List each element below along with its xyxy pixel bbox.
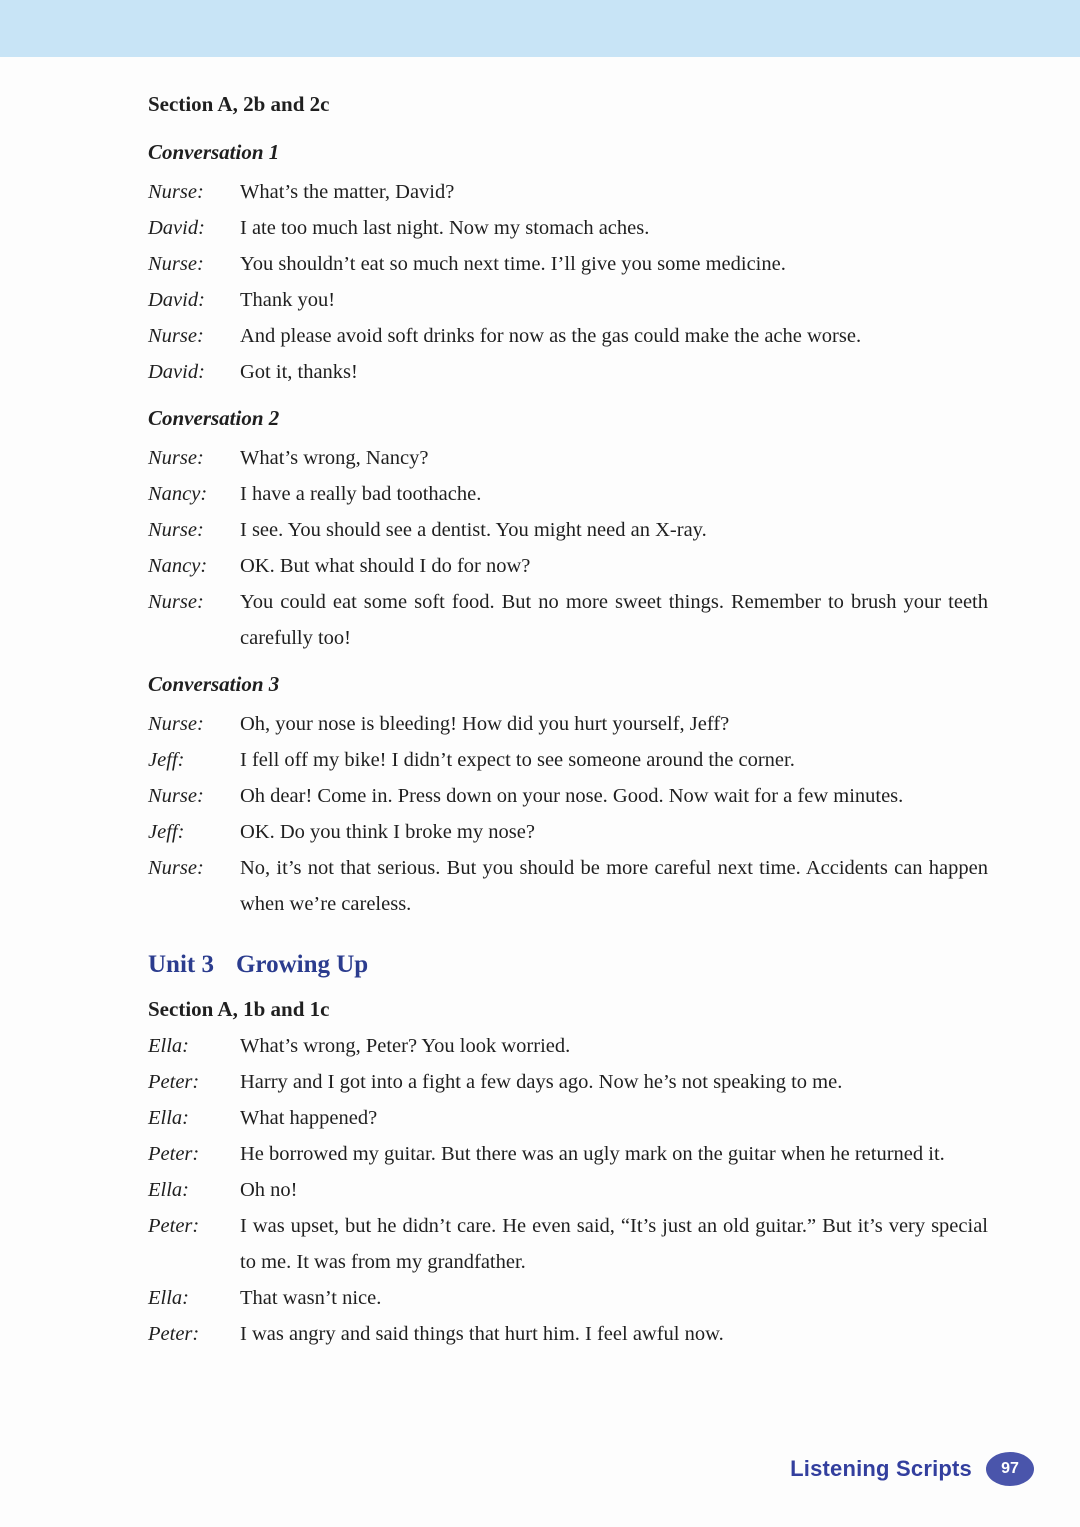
dialogue-turn — [148, 1028, 988, 1064]
dialogue-turn — [148, 778, 988, 814]
speaker-label: Nurse: — [148, 785, 204, 807]
dialogue-turn — [148, 850, 988, 922]
dialogue-turn — [148, 354, 988, 390]
section-heading-2b2c: Section A, 2b and 2c — [148, 92, 330, 116]
turn-text: No, it’s not that serious. But you should be more careful next time. Accidents can happen when we’re careless. — [240, 857, 988, 915]
conversation-1-title: Conversation 1 — [148, 140, 280, 164]
conversation-2-title: Conversation 2 — [148, 406, 280, 430]
turn-text: I ate too much last night. Now my stomach aches. — [240, 217, 650, 239]
turn-text: I have a really bad toothache. — [240, 483, 482, 505]
unit-label: Unit 3 — [148, 951, 214, 978]
dialogue-turn — [148, 246, 988, 282]
conversation-3 — [148, 670, 988, 922]
page-content — [0, 57, 1080, 1352]
dialogue-turn — [148, 548, 988, 584]
turn-text: OK. Do you think I broke my nose? — [240, 821, 535, 843]
dialogue-turn — [148, 318, 988, 354]
dialogue-turn — [148, 174, 988, 210]
unit3-dialogue — [148, 1028, 988, 1352]
speaker-label: Nurse: — [148, 325, 204, 347]
dialogue-turn — [148, 1280, 988, 1316]
speaker-label: Nurse: — [148, 519, 204, 541]
dialogue-turn — [148, 282, 988, 318]
turn-text: What’s wrong, Peter? You look worried. — [240, 1035, 571, 1057]
header-band — [0, 0, 1080, 57]
dialogue-turn — [148, 584, 988, 656]
speaker-label: Peter: — [148, 1323, 200, 1345]
speaker-label: Nurse: — [148, 857, 204, 879]
turn-text: I was upset, but he didn’t care. He even said, “It’s just an old guitar.” But it’s very special to me. It was from my grandfather. — [240, 1215, 988, 1273]
speaker-label: Ella: — [148, 1107, 189, 1129]
speaker-label: Peter: — [148, 1143, 200, 1165]
speaker-label: Jeff: — [148, 821, 185, 843]
conversation-2 — [148, 404, 988, 656]
dialogue-turn — [148, 210, 988, 246]
dialogue-turn — [148, 476, 988, 512]
dialogue-turn — [148, 706, 988, 742]
speaker-label: Peter: — [148, 1215, 200, 1237]
conversation-3-title: Conversation 3 — [148, 672, 280, 696]
turn-text: Harry and I got into a fight a few days ago. Now he’s not speaking to me. — [240, 1071, 843, 1093]
dialogue-turn — [148, 1172, 988, 1208]
speaker-label: Nancy: — [148, 483, 208, 505]
turn-text: Thank you! — [240, 289, 336, 311]
turn-text: You shouldn’t eat so much next time. I’ll give you some medicine. — [240, 253, 786, 275]
speaker-label: Ella: — [148, 1179, 189, 1201]
page-number-badge: 97 — [986, 1452, 1034, 1486]
turn-text: He borrowed my guitar. But there was an ugly mark on the guitar when he returned it. — [240, 1143, 945, 1165]
turn-text: Oh dear! Come in. Press down on your nose. Good. Now wait for a few minutes. — [240, 785, 904, 807]
dialogue-turn — [148, 814, 988, 850]
turn-text: I was angry and said things that hurt him. I feel awful now. — [240, 1323, 724, 1345]
speaker-label: Ella: — [148, 1287, 189, 1309]
turn-text: Got it, thanks! — [240, 361, 358, 383]
speaker-label: Nurse: — [148, 713, 204, 735]
dialogue-turn — [148, 1208, 988, 1280]
speaker-label: Nurse: — [148, 591, 204, 613]
turn-text: I see. You should see a dentist. You might need an X-ray. — [240, 519, 707, 541]
turn-text: That wasn’t nice. — [240, 1287, 382, 1309]
speaker-label: Nancy: — [148, 555, 208, 577]
turn-text: OK. But what should I do for now? — [240, 555, 531, 577]
turn-text: What happened? — [240, 1107, 378, 1129]
turn-text: And please avoid soft drinks for now as the gas could make the ache worse. — [240, 325, 862, 347]
page-footer — [790, 1452, 1034, 1486]
speaker-label: Ella: — [148, 1035, 189, 1057]
section-heading-1b1c: Section A, 1b and 1c — [148, 997, 330, 1021]
speaker-label: David: — [148, 217, 205, 239]
dialogue-turn — [148, 1064, 988, 1100]
speaker-label: Nurse: — [148, 181, 204, 203]
turn-text: You could eat some soft food. But no more sweet things. Remember to brush your teeth carefully too! — [240, 591, 988, 649]
speaker-label: David: — [148, 289, 205, 311]
turn-text: What’s wrong, Nancy? — [240, 447, 429, 469]
turn-text: What’s the matter, David? — [240, 181, 455, 203]
dialogue-turn — [148, 1100, 988, 1136]
turn-text: Oh, your nose is bleeding! How did you hurt yourself, Jeff? — [240, 713, 730, 735]
dialogue-turn — [148, 1136, 988, 1172]
speaker-label: Jeff: — [148, 749, 185, 771]
speaker-label: Nurse: — [148, 447, 204, 469]
footer-label: Listening Scripts — [790, 1456, 972, 1481]
dialogue-turn — [148, 742, 988, 778]
conversation-1 — [148, 138, 988, 390]
speaker-label: Nurse: — [148, 253, 204, 275]
unit-title: Growing Up — [235, 951, 369, 978]
turn-text: I fell off my bike! I didn’t expect to see someone around the corner. — [240, 749, 795, 771]
dialogue-turn — [148, 1316, 988, 1352]
unit-heading — [148, 948, 988, 982]
dialogue-turn — [148, 512, 988, 548]
speaker-label: Peter: — [148, 1071, 200, 1093]
turn-text: Oh no! — [240, 1179, 298, 1201]
speaker-label: David: — [148, 361, 205, 383]
dialogue-turn — [148, 440, 988, 476]
